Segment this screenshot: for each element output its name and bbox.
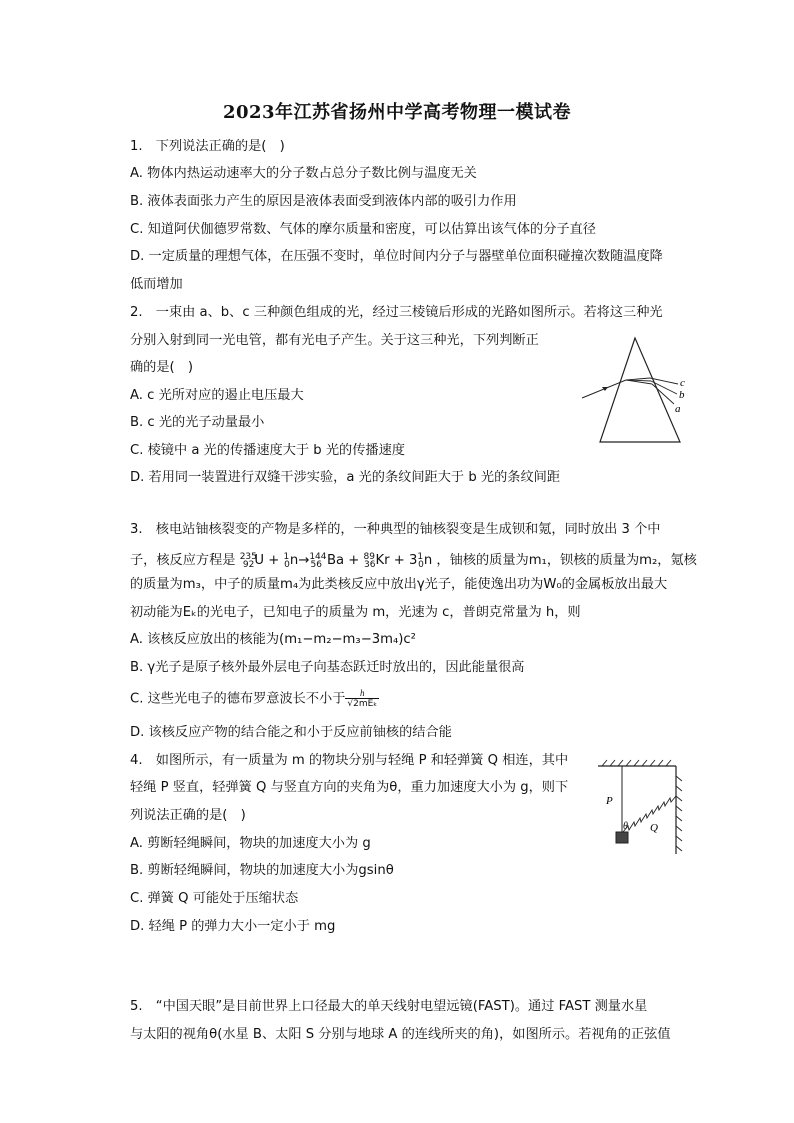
option-c: C. 这些光电子的德布罗意波长不小于 $\frac{h}{\text{√2mEₖ}}$ (130, 688, 378, 709)
option-a: A. 剪断轻绳瞬间，物块的加速度大小为 g (130, 836, 371, 851)
option-a: A. c 光所对应的遏止电压最大 (130, 388, 304, 403)
block (616, 832, 628, 843)
prism-figure (578, 334, 698, 446)
question-stem: 5. “中国天眼”是目前世界上口径最大的单天线射电望远镜(FAST)。通过 FAST 测量水星 (130, 999, 648, 1014)
label-a: a (675, 403, 681, 415)
question-stem-line-2: 分别入射到同一光电管，都有光电子产生。关于这三种光，下列判断正 (130, 333, 539, 348)
rope-spring-figure (596, 760, 688, 856)
option-d: D. 若用同一装置进行双缝干涉实验，a 光的条纹间距大于 b 光的条纹间距 (130, 470, 561, 485)
question-stem-line-2: 子，核反应方程是 $^{235}_{92}$U + $^1_0$n→$^{144}_{56}$ $Ba + ^{89}_{36}Kr + 3^1_0n$ ，铀核的质量为m₁，钡核的质量为m₂，氪核 (130, 552, 697, 570)
question-stem: 1. 下列说法正确的是( ) (130, 139, 285, 154)
question-stem: 2. 一束由 a、b、c 三种颜色组成的光，经过三棱镜后形成的光路如图所示。若将这三种光 (130, 305, 663, 320)
option-a: A. 该核反应放出的核能为(m₁−m₂−m₃−3m₄)c² (130, 632, 416, 647)
question-stem-line-3: 列说法正确的是( ) (130, 808, 246, 823)
option-b: B. γ光子是原子核外最外层电子向基态跃迁时放出的，因此能量很高 (130, 660, 525, 675)
nuclear-equation: $^{235}_{92}$U + $^1_0$n→$^{144}_{56}$ $Ba + ^{89}_{36}Kr + 3^1_0n$ (239, 552, 433, 570)
option-b: B. 剪断轻绳瞬间，物块的加速度大小为gsinθ (130, 863, 394, 878)
option-b: B. 液体表面张力产生的原因是液体表面受到液体内部的吸引力作用 (130, 194, 517, 209)
wavelength-fraction: $\frac{h}{\text{√2mEₖ}}$ (347, 688, 378, 709)
option-c: C. 知道阿伏伽德罗常数、气体的摩尔质量和密度，可以估算出该气体的分子直径 (130, 222, 596, 237)
page-title: 2023年江苏省扬州中学高考物理一模试卷 (222, 102, 572, 123)
question-stem-line-3: 的质量为m₃，中子的质量m₄为此类核反应中放出γ光子，能使逸出功为W₀的金属板放出最大 (130, 577, 668, 592)
label-q: Q (650, 822, 658, 834)
label-theta: θ (623, 821, 628, 832)
question-stem: 3. 核电站铀核裂变的产物是多样的，一种典型的铀核裂变是生成钡和氪，同时放出 3 个中 (130, 522, 661, 537)
option-c: C. 棱镜中 a 光的传播速度大于 b 光的传播速度 (130, 443, 405, 458)
label-c: c (680, 377, 685, 389)
question-stem-line-4: 初动能为Eₖ的光电子，已知电子的质量为 m，光速为 c，普朗克常量为 h，则 (130, 605, 581, 620)
option-d: D. 轻绳 P 的弹力大小一定小于 mg (130, 919, 336, 934)
option-d: D. 该核反应产物的结合能之和小于反应前铀核的结合能 (130, 725, 452, 740)
question-stem-line-2: 轻绳 P 竖直，轻弹簧 Q 与竖直方向的夹角为θ，重力加速度大小为 g，则下 (130, 780, 569, 795)
option-b: B. c 光的光子动量最小 (130, 415, 265, 430)
option-a: A. 物体内热运动速率大的分子数占总分子数比例与温度无关 (130, 166, 477, 181)
question-stem-line-2: 与太阳的视角θ(水星 B、太阳 S 分别与地球 A 的连线所夹的角)，如图所示。若视角的正弦值 (130, 1027, 671, 1042)
option-d: D. 一定质量的理想气体，在压强不变时，单位时间内分子与器壁单位面积碰撞次数随温度降 (130, 249, 663, 264)
option-d-continued: 低而增加 (130, 277, 183, 292)
question-stem: 4. 如图所示，有一质量为 m 的物块分别与轻绳 P 和轻弹簧 Q 相连，其中 (130, 753, 569, 768)
option-c: C. 弹簧 Q 可能处于压缩状态 (130, 891, 299, 906)
label-p: P (606, 795, 613, 807)
label-b: b (679, 389, 685, 401)
question-stem-line-3: 确的是( ) (130, 360, 194, 375)
